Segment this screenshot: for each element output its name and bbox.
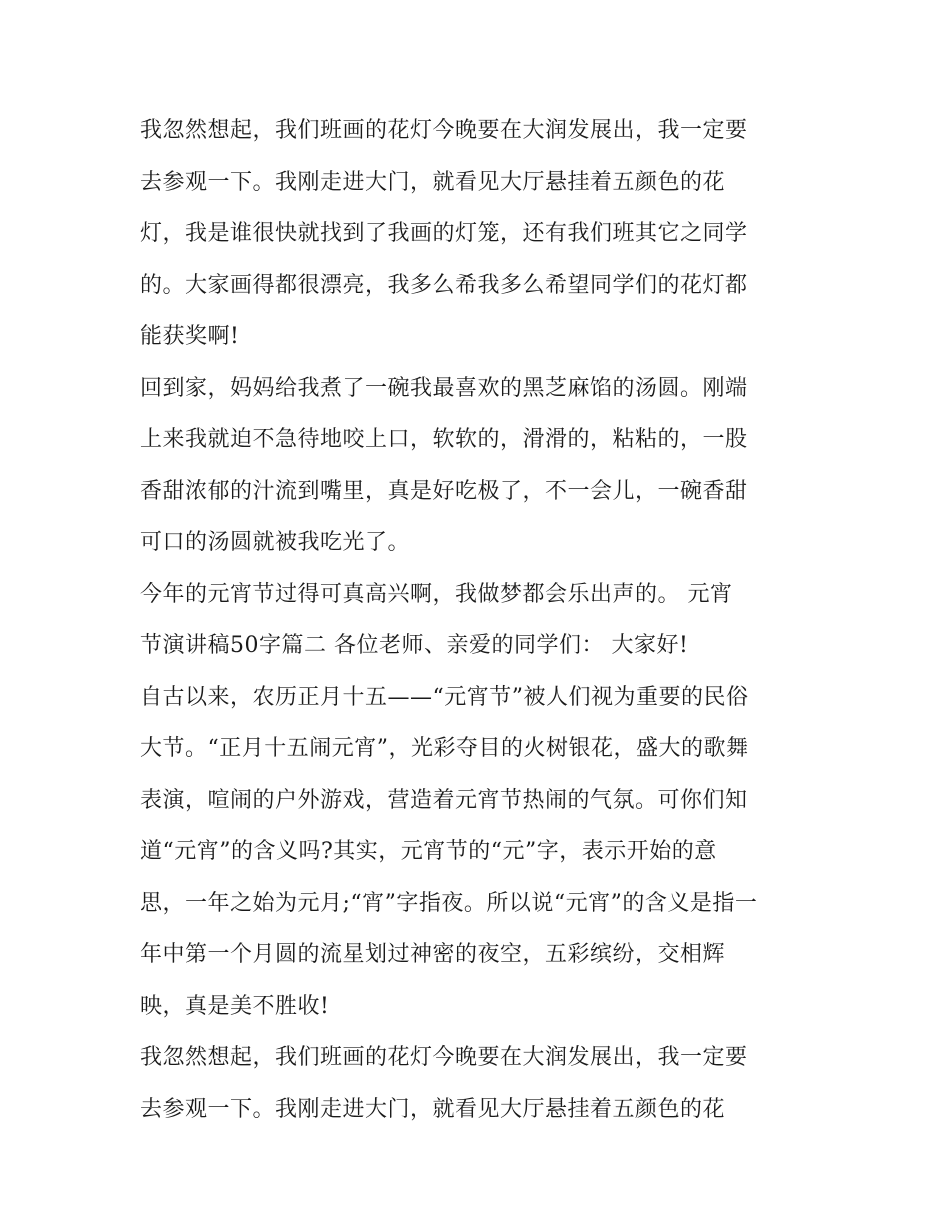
text-line: 去参观一下。我刚走进大门，就看见大厅悬挂着五颜色的花 — [140, 169, 726, 195]
text-line: 可口的汤圆就被我吃光了。 — [140, 530, 411, 555]
text-line: 灯，我是谁很快就找到了我画的灯笼，还有我们班其它之同学 — [140, 221, 748, 246]
text-line: 表演，喧闹的户外游戏，营造着元宵节热闹的气氛。可你们知 — [140, 787, 748, 813]
text-line: 自古以来，农历正月十五——“元宵节”被人们视为重要的民俗 — [140, 684, 749, 710]
text-line: 去参观一下。我刚走进大门，就看见大厅悬挂着五颜色的花 — [140, 1096, 726, 1122]
text-line: 我忽然想起，我们班画的花灯今晚要在大润发展出，我一定要 — [140, 118, 748, 143]
text-line: 的。大家画得都很漂亮，我多么希我多么希望同学们的花灯都 — [140, 272, 748, 298]
document-body — [140, 105, 820, 1135]
text-line: 道“元宵”的含义吗?其实，元宵节的“元”字，表示开始的意 — [140, 839, 717, 864]
text-line: 节演讲稿50字篇二 各位老师、亲爱的同学们： 大家好! — [140, 633, 689, 658]
text-line: 我忽然想起，我们班画的花灯今晚要在大润发展出，我一定要 — [140, 1045, 748, 1070]
text-line: 上来我就迫不急待地咬上口，软软的，滑滑的，粘粘的，一股 — [140, 427, 748, 452]
text-line: 年中第一个月圆的流星划过神密的夜空，五彩缤纷，交相辉 — [140, 942, 726, 967]
text-line: 大节。“正月十五闹元宵”，光彩夺目的火树银花，盛大的歌舞 — [140, 736, 749, 761]
text-line: 能获奖啊! — [140, 324, 240, 349]
text-line: 映，真是美不胜收! — [140, 993, 330, 1019]
text-line: 思，一年之始为元月;“宵”字指夜。所以说“元宵”的含义是指一 — [140, 890, 758, 916]
text-line: 回到家，妈妈给我煮了一碗我最喜欢的黑芝麻馅的汤圆。刚端 — [140, 375, 748, 401]
text-line: 香甜浓郁的汁流到嘴里，真是好吃极了，不一会儿，一碗香甜 — [140, 478, 748, 504]
text-line: 今年的元宵节过得可真高兴啊，我做梦都会乐出声的。 元宵 — [140, 581, 733, 607]
